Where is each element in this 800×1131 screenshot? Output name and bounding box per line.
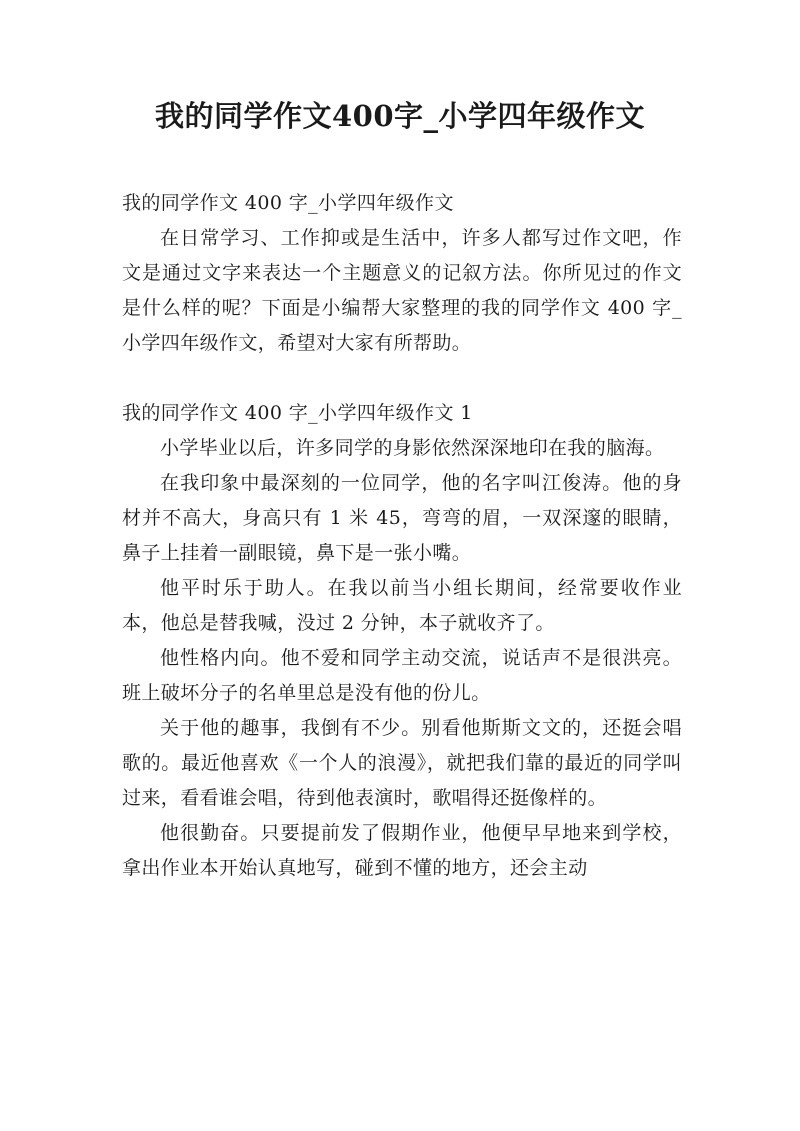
body-paragraph-1: 小学毕业以后，许多同学的身影依然深深地印在我的脑海。 bbox=[160, 437, 665, 459]
section-heading: 我的同学作文 400 字_小学四年级作文 1 bbox=[122, 402, 473, 424]
body-paragraph-5: 关于他的趣事，我倒有不少。别看他斯斯文文的，还挺会唱歌的。最近他喜欢《一个人的浪漫》，就把我们靠的最近的同学叫过来，看看谁会唱，待到他表演时，歌唱得还挺像样的。 bbox=[122, 717, 682, 809]
body-paragraph-6: 他很勤奋。只要提前发了假期作业，他便早早地来到学校，拿出作业本开始认真地写，碰到不懂的地方，还会主动 bbox=[122, 822, 682, 879]
body-paragraph-2: 在我印象中最深刻的一位同学，他的名字叫江俊涛。他的身材并不高大，身高只有 1 米 45，弯弯的眉，一双深邃的眼睛，鼻子上挂着一副眼镜，鼻下是一张小嘴。 bbox=[122, 472, 682, 564]
body-paragraph-3: 他平时乐于助人。在我以前当小组长期间，经常要收作业本，他总是替我喊，没过 2 分钟，本子就收齐了。 bbox=[122, 577, 682, 634]
page-title: 我的同学作文400字_小学四年级作文 bbox=[154, 99, 646, 133]
body-paragraph-4: 他性格内向。他不爱和同学主动交流，说话声不是很洪亮。班上破坏分子的名单里总是没有他的份儿。 bbox=[122, 647, 682, 704]
subtitle-line: 我的同学作文 400 字_小学四年级作文 bbox=[122, 192, 454, 214]
blank-line bbox=[122, 361, 682, 396]
document-body bbox=[122, 186, 682, 886]
intro-paragraph: 在日常学习、工作抑或是生活中，许多人都写过作文吧，作文是通过文字来表达一个主题意义的记叙方法。你所见过的作文是什么样的呢？下面是小编帮大家整理的我的同学作文 400 字_小学四年级作文，希望对大家有所帮助。 bbox=[122, 227, 682, 354]
